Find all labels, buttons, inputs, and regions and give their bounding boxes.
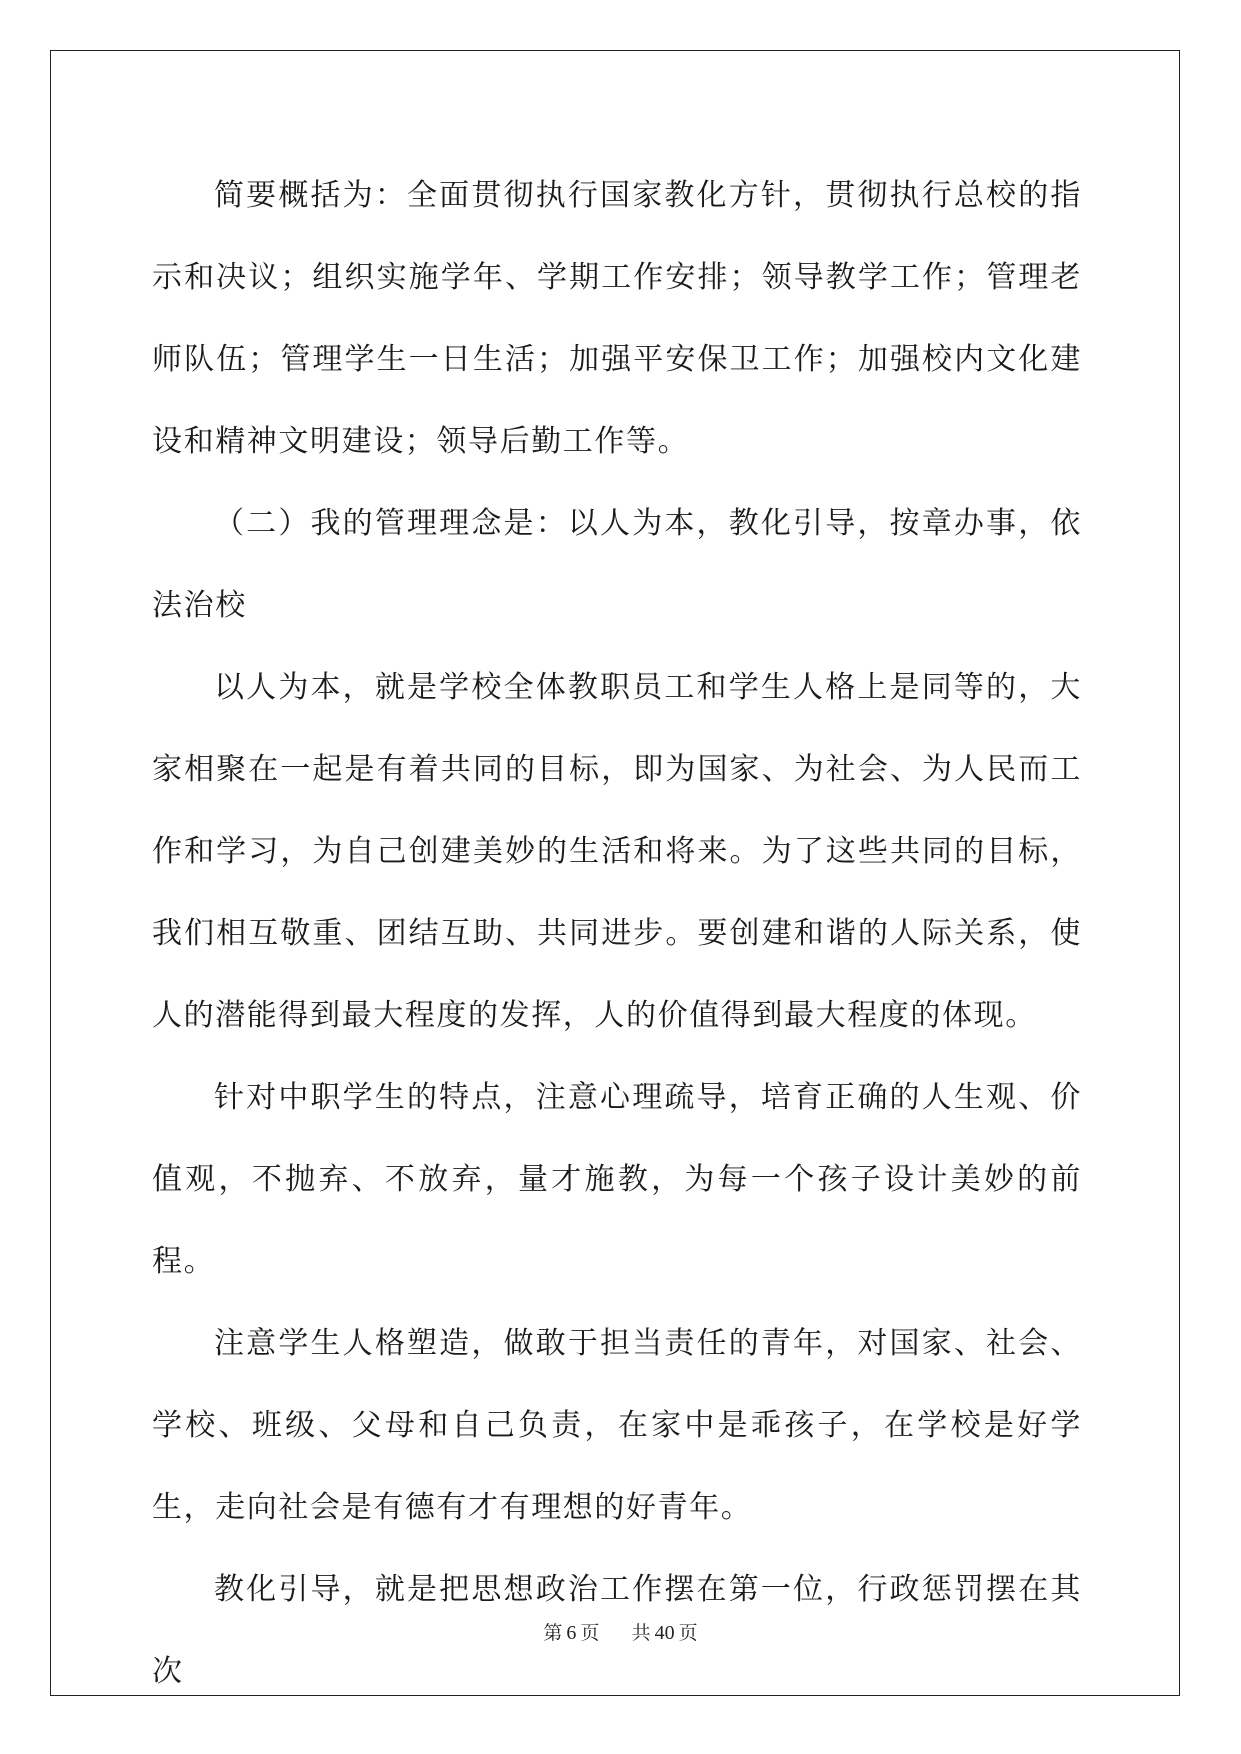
paragraph-education-guidance: 教化引导，就是把思想政治工作摆在第一位，行政惩罚摆在其次 bbox=[152, 1572, 1082, 1689]
paragraph-vocational-students: 针对中职学生的特点，注意心理疏导，培育正确的人生观、价值观，不抛弃、不放弃，量才施教，为每一个孩子设计美妙的前程。 bbox=[152, 1080, 1082, 1279]
total-pages: 40 bbox=[654, 1622, 675, 1644]
page-prefix: 第 bbox=[543, 1622, 563, 1644]
document-body bbox=[152, 155, 1082, 1713]
page-indicator bbox=[541, 1622, 601, 1644]
paragraph-personality-shaping: 注意学生人格塑造，做敢于担当责任的青年，对国家、社会、学校、班级、父母和自己负责，在家中是乖孩子，在学校是好学生，走向社会是有德有才有理想的好青年。 bbox=[152, 1326, 1082, 1525]
total-prefix: 共 bbox=[631, 1622, 651, 1644]
page-unit: 页 bbox=[580, 1622, 600, 1644]
paragraph-people-oriented: 以人为本，就是学校全体教职员工和学生人格上是同等的，大家相聚在一起是有着共同的目标，即为国家、为社会、为人民而工作和学习，为自己创建美妙的生活和将来。为了这些共同的目标，我们相互敬重、团结互助、共同进步。要创建和谐的人际关系，使人的潜能得到最大程度的发挥，人的价值得到最大程度的体现。 bbox=[152, 670, 1082, 1033]
page-footer bbox=[0, 1618, 1241, 1645]
section-heading-management-philosophy: （二）我的管理理念是：以人为本，教化引导，按章办事，依法治校 bbox=[152, 506, 1082, 623]
total-unit: 页 bbox=[678, 1622, 698, 1644]
total-pages-indicator bbox=[630, 1622, 700, 1644]
paragraph-duties-summary: 简要概括为：全面贯彻执行国家教化方针，贯彻执行总校的指示和决议；组织实施学年、学期工作安排；领导教学工作；管理老师队伍；管理学生一日生活；加强平安保卫工作；加强校内文化建设和精神文明建设；领导后勤工作等。 bbox=[152, 178, 1082, 459]
page-number: 6 bbox=[566, 1622, 577, 1644]
